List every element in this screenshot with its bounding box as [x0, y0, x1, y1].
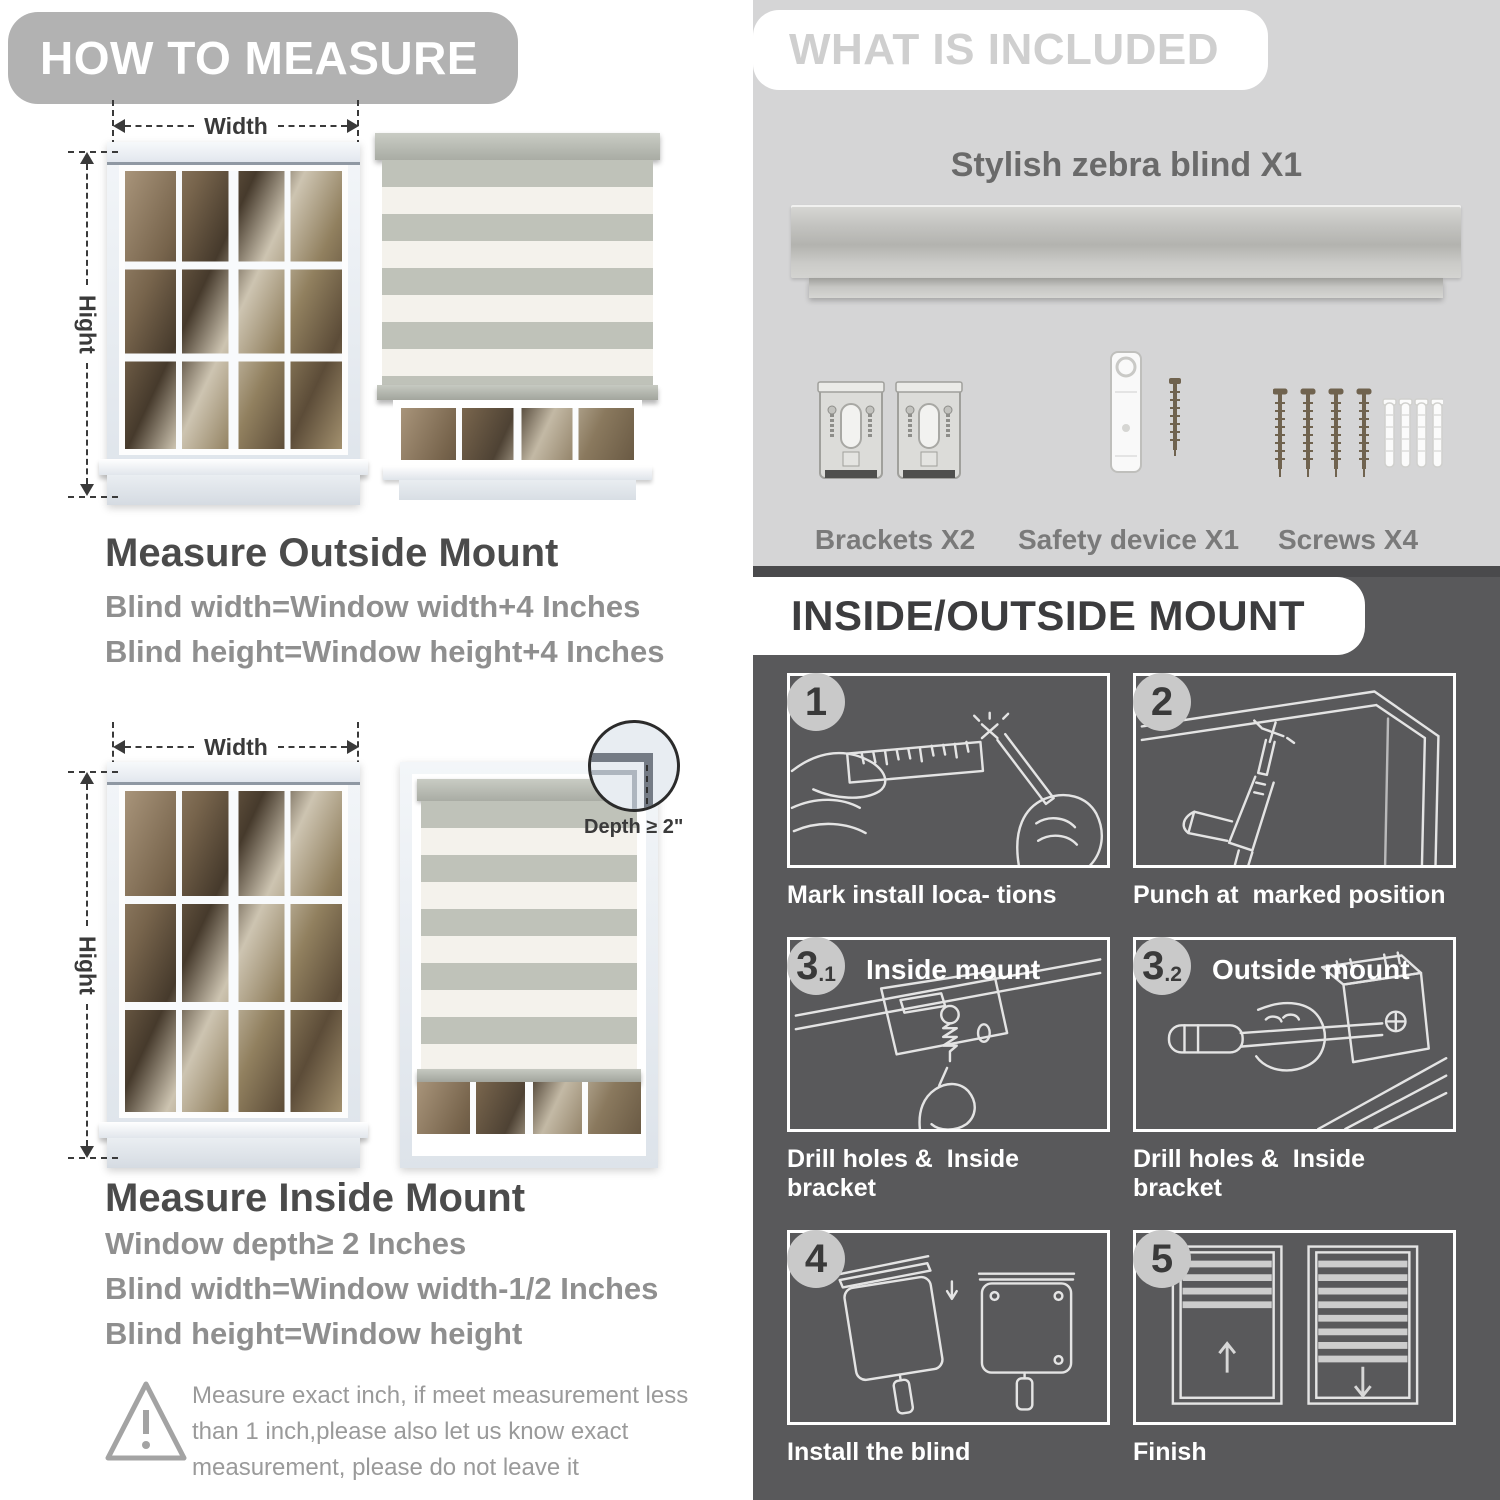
height-dimension-inside: [74, 772, 101, 1158]
bracket-icon: [895, 380, 963, 490]
step-5: [1133, 1230, 1456, 1467]
step-caption: Drill holes & Inside bracket: [1133, 1145, 1372, 1202]
blind-shade-stripes: [421, 801, 637, 1069]
how-to-measure-header: [8, 12, 518, 104]
step-panel: [787, 937, 1110, 1132]
step-badge: 4: [787, 1230, 845, 1288]
arrow-up-icon: [80, 152, 94, 164]
inside-formula-3: Blind height=Window height: [105, 1316, 523, 1351]
step-caption: Install the blind: [787, 1438, 971, 1466]
headrail-lip: [809, 278, 1443, 298]
steps-grid: [787, 673, 1456, 1494]
what-is-included-section: [753, 0, 1500, 566]
window-sill: [383, 466, 652, 480]
step-panel: [787, 1230, 1110, 1425]
window-glass: [125, 791, 342, 1112]
window-photo-inside: [107, 762, 360, 1168]
inside-mount-title: Measure Inside Mount: [105, 1176, 526, 1220]
blind-valance: [375, 133, 660, 160]
outside-formula-2: Blind height=Window height+4 Inches: [105, 634, 665, 669]
safety-device-label: Safety device X1: [1018, 524, 1240, 555]
step-badge: 3 .1: [787, 937, 845, 995]
what-is-included-title: WHAT IS INCLUDED: [789, 25, 1220, 74]
blind-bottom-rail: [377, 385, 658, 400]
what-is-included-header: [753, 10, 1268, 90]
step-caption: Punch at marked position: [1133, 881, 1446, 909]
screws-icon: [1273, 385, 1443, 485]
outside-mount-title: Measure Outside Mount: [105, 531, 559, 575]
step-caption: Mark install loca- tions: [787, 881, 1057, 909]
step-panel: [1133, 673, 1456, 868]
blind-bottom-rail: [417, 1069, 641, 1082]
headrail-image: [791, 205, 1461, 278]
inside-formula-1: Window depth≥ 2 Inches: [105, 1226, 467, 1261]
step-3-2: [1133, 937, 1456, 1203]
step-2: [1133, 673, 1456, 910]
inside-outside-mount-section: [753, 577, 1500, 1500]
window-sill: [99, 459, 368, 475]
step-panel: [1133, 937, 1456, 1132]
width-label: Width: [204, 112, 268, 139]
warning-icon: [102, 1374, 190, 1475]
height-dimension-outside: [74, 152, 101, 496]
how-to-measure-title: HOW TO MEASURE: [40, 32, 479, 84]
step-3-1: [787, 937, 1110, 1203]
bracket-icon: [817, 380, 885, 490]
step-4: [787, 1230, 1110, 1467]
window-casing: [107, 762, 360, 785]
step-caption: Finish: [1133, 1438, 1207, 1466]
window-glass: [417, 1082, 641, 1134]
window-photo-outside: [107, 142, 360, 505]
step-panel: [787, 673, 1110, 868]
arrow-up-icon: [80, 772, 94, 784]
width-label: Width: [204, 733, 268, 760]
screws-label: Screws X4: [1277, 524, 1419, 555]
width-dimension-inside: [113, 733, 359, 760]
depth-detail-circle: [588, 720, 680, 812]
height-label: Hight: [74, 294, 101, 354]
dimension-tick: [68, 1157, 118, 1159]
arrow-left-icon: [113, 119, 125, 133]
dimension-tick: [68, 151, 118, 153]
height-label: Hight: [74, 935, 101, 995]
window-sill: [99, 1122, 368, 1138]
step-badge: 1: [787, 673, 845, 731]
outside-formula-1: Blind width=Window width+4 Inches: [105, 589, 641, 624]
step-panel: [1133, 1230, 1456, 1425]
brackets-label: Brackets X2: [814, 524, 976, 555]
step-caption: Drill holes & Inside bracket: [787, 1145, 1026, 1202]
dimension-tick: [68, 496, 118, 498]
product-label: Stylish zebra blind X1: [950, 146, 1303, 184]
blind-shade-stripes: [382, 160, 653, 385]
step-badge: 5: [1133, 1230, 1191, 1288]
step-panel-title: Outside mount: [1212, 954, 1410, 985]
window-fragment: [393, 400, 642, 460]
depth-dashed-line: [646, 765, 648, 812]
arrow-left-icon: [113, 740, 125, 754]
inside-formula-2: Blind width=Window width-1/2 Inches: [105, 1271, 659, 1306]
mount-header: [753, 577, 1365, 655]
section-divider: [753, 566, 1500, 577]
safety-device-icon: [1103, 350, 1187, 478]
step-badge: 3 .2: [1133, 937, 1191, 995]
mount-title: INSIDE/OUTSIDE MOUNT: [791, 592, 1306, 639]
step-panel-title: Inside mount: [866, 954, 1041, 985]
step-1: [787, 673, 1110, 910]
step-badge: 2: [1133, 673, 1191, 731]
depth-label: Depth ≥ 2": [584, 816, 684, 838]
arrow-down-icon: [80, 484, 94, 496]
width-dimension-outside: [113, 112, 359, 139]
warning-text: Measure exact inch, if meet measurement less than 1 inch,please also let us know exact measurement, please do not leave it: [192, 1382, 689, 1481]
dimension-tick: [68, 771, 118, 773]
window-glass: [125, 171, 342, 449]
window-casing: [107, 142, 360, 165]
zebra-blind-outside-illustration: [375, 133, 660, 500]
